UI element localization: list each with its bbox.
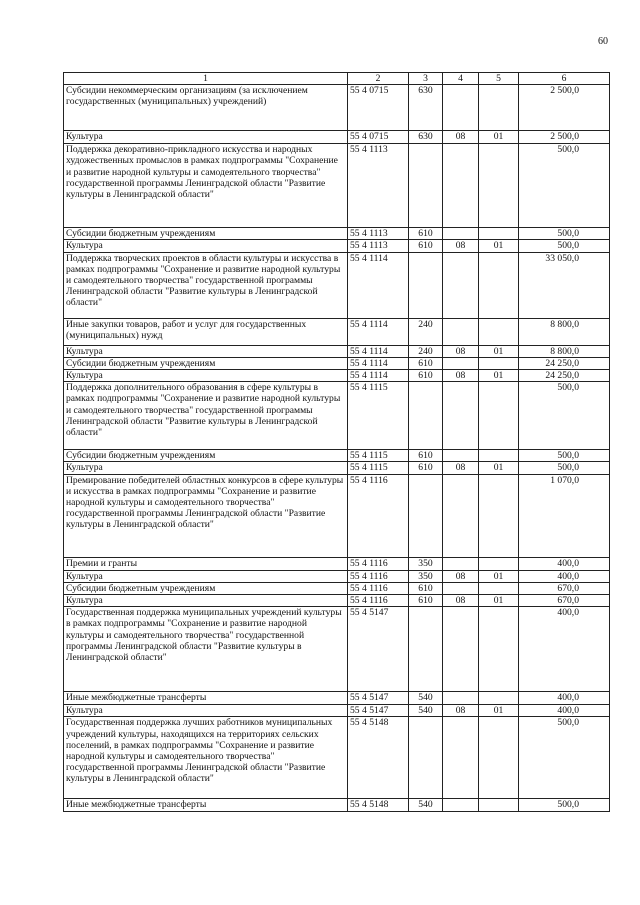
table-row: [64, 144, 610, 228]
name-cell: Субсидии некоммерческим организациям (за исключением государственных (муниципальных) учреждений): [64, 85, 348, 131]
name-cell: Культура: [64, 370, 348, 382]
table-row: [64, 582, 610, 594]
rz-cell: 08: [443, 345, 479, 357]
rz-cell: [443, 607, 479, 692]
vr-cell: 610: [409, 462, 443, 474]
pr-cell: [479, 85, 519, 131]
sum-cell: 400,0: [519, 692, 610, 705]
name-cell: Культура: [64, 240, 348, 252]
rz-cell: [443, 692, 479, 705]
rz-cell: [443, 144, 479, 228]
pr-cell: [479, 557, 519, 570]
code-cell: 55 4 1116: [348, 474, 409, 557]
sum-cell: 2 500,0: [519, 131, 610, 144]
rz-cell: [443, 717, 479, 799]
table-row: [64, 345, 610, 357]
name-cell: Государственная поддержка лучших работников муниципальных учреждений культуры, находящихся на территориях сельских поселений, в рамках подпрограммы "Сохранение и развитие народной культуры и самодеятельного творчества" государственной программы Ленинградской области "Развитие культуры в Ленинградской области": [64, 717, 348, 799]
pr-cell: 01: [479, 345, 519, 357]
sum-cell: 670,0: [519, 595, 610, 607]
vr-cell: 630: [409, 131, 443, 144]
vr-cell: 610: [409, 240, 443, 252]
name-cell: Государственная поддержка муниципальных учреждений культуры в рамках подпрограммы "Сохранение и развитие народной культуры и самодеятельного творчества" государственной программы Ленинградской области "Развитие культуры в Ленинградской области": [64, 607, 348, 692]
vr-cell: [409, 382, 443, 450]
name-cell: Культура: [64, 570, 348, 582]
vr-cell: 610: [409, 228, 443, 240]
column-header-2: 2: [348, 73, 409, 85]
rz-cell: [443, 357, 479, 369]
code-cell: 55 4 5148: [348, 717, 409, 799]
pr-cell: 01: [479, 370, 519, 382]
name-cell: Премии и гранты: [64, 557, 348, 570]
pr-cell: 01: [479, 240, 519, 252]
name-cell: Культура: [64, 131, 348, 144]
rz-cell: 08: [443, 595, 479, 607]
pr-cell: [479, 607, 519, 692]
table-header-row: [64, 73, 610, 85]
vr-cell: 610: [409, 595, 443, 607]
code-cell: 55 4 1116: [348, 557, 409, 570]
rz-cell: [443, 557, 479, 570]
name-cell: Иные межбюджетные трансферты: [64, 799, 348, 812]
code-cell: 55 4 0715: [348, 85, 409, 131]
vr-cell: 610: [409, 450, 443, 462]
sum-cell: 400,0: [519, 570, 610, 582]
vr-cell: 540: [409, 799, 443, 812]
table-row: [64, 799, 610, 812]
pr-cell: 01: [479, 595, 519, 607]
vr-cell: [409, 474, 443, 557]
sum-cell: 500,0: [519, 799, 610, 812]
budget-table: [63, 72, 610, 812]
table-row: [64, 357, 610, 369]
vr-cell: [409, 252, 443, 318]
sum-cell: 24 250,0: [519, 357, 610, 369]
sum-cell: 500,0: [519, 228, 610, 240]
pr-cell: 01: [479, 462, 519, 474]
sum-cell: 24 250,0: [519, 370, 610, 382]
sum-cell: 400,0: [519, 607, 610, 692]
table-row: [64, 370, 610, 382]
page-number: 60: [598, 36, 608, 47]
name-cell: Поддержка творческих проектов в области культуры и искусства в рамках подпрограммы "Сохранение и развитие народной культуры и самодеятельного творчества" государственной программы Ленинградской области "Развитие культуры в Ленинградской области": [64, 252, 348, 318]
table-row: [64, 607, 610, 692]
rz-cell: 08: [443, 240, 479, 252]
vr-cell: 610: [409, 370, 443, 382]
table-row: [64, 240, 610, 252]
pr-cell: [479, 318, 519, 345]
vr-cell: 240: [409, 318, 443, 345]
rz-cell: [443, 318, 479, 345]
rz-cell: [443, 582, 479, 594]
code-cell: 55 4 1114: [348, 252, 409, 318]
code-cell: 55 4 1113: [348, 240, 409, 252]
name-cell: Субсидии бюджетным учреждениям: [64, 582, 348, 594]
rz-cell: 08: [443, 462, 479, 474]
vr-cell: 540: [409, 692, 443, 705]
rz-cell: [443, 85, 479, 131]
pr-cell: 01: [479, 570, 519, 582]
pr-cell: [479, 692, 519, 705]
code-cell: 55 4 0715: [348, 131, 409, 144]
pr-cell: [479, 582, 519, 594]
vr-cell: 610: [409, 357, 443, 369]
name-cell: Культура: [64, 705, 348, 717]
code-cell: 55 4 1114: [348, 357, 409, 369]
name-cell: Поддержка дополнительного образования в сфере культуры в рамках подпрограммы "Сохранение и развитие народной культуры и самодеятельного творчества" государственной программы Ленинградской области "Развитие культуры в Ленинградской области": [64, 382, 348, 450]
sum-cell: 500,0: [519, 717, 610, 799]
code-cell: 55 4 5147: [348, 705, 409, 717]
sum-cell: 500,0: [519, 450, 610, 462]
pr-cell: [479, 252, 519, 318]
table-row: [64, 595, 610, 607]
sum-cell: 400,0: [519, 705, 610, 717]
sum-cell: 33 050,0: [519, 252, 610, 318]
pr-cell: [479, 357, 519, 369]
name-cell: Премирование победителей областных конкурсов в сфере культуры и искусства в рамках подпрограммы "Сохранение и развитие народной культуры и самодеятельного творчества" государственной программы Ленинградской области "Развитие культуры в Ленинградской области": [64, 474, 348, 557]
code-cell: 55 4 1113: [348, 228, 409, 240]
pr-cell: [479, 228, 519, 240]
rz-cell: [443, 252, 479, 318]
code-cell: 55 4 1114: [348, 318, 409, 345]
column-header-3: 3: [409, 73, 443, 85]
code-cell: 55 4 1116: [348, 595, 409, 607]
name-cell: Культура: [64, 345, 348, 357]
vr-cell: 240: [409, 345, 443, 357]
pr-cell: [479, 450, 519, 462]
sum-cell: 500,0: [519, 240, 610, 252]
rz-cell: [443, 228, 479, 240]
pr-cell: 01: [479, 705, 519, 717]
vr-cell: 540: [409, 705, 443, 717]
name-cell: Субсидии бюджетным учреждениям: [64, 450, 348, 462]
code-cell: 55 4 1113: [348, 144, 409, 228]
table-row: [64, 570, 610, 582]
table-row: [64, 717, 610, 799]
table-row: [64, 450, 610, 462]
vr-cell: 630: [409, 85, 443, 131]
sum-cell: 2 500,0: [519, 85, 610, 131]
table-row: [64, 692, 610, 705]
name-cell: Иные закупки товаров, работ и услуг для государственных (муниципальных) нужд: [64, 318, 348, 345]
vr-cell: [409, 717, 443, 799]
table-row: [64, 705, 610, 717]
column-header-5: 5: [479, 73, 519, 85]
sum-cell: 400,0: [519, 557, 610, 570]
table-row: [64, 85, 610, 131]
column-header-4: 4: [443, 73, 479, 85]
code-cell: 55 4 1116: [348, 582, 409, 594]
name-cell: Культура: [64, 595, 348, 607]
pr-cell: [479, 382, 519, 450]
pr-cell: [479, 144, 519, 228]
sum-cell: 500,0: [519, 144, 610, 228]
sum-cell: 8 800,0: [519, 345, 610, 357]
table-row: [64, 382, 610, 450]
rz-cell: 08: [443, 570, 479, 582]
vr-cell: 350: [409, 557, 443, 570]
sum-cell: 500,0: [519, 462, 610, 474]
code-cell: 55 4 5147: [348, 607, 409, 692]
code-cell: 55 4 1114: [348, 370, 409, 382]
table-row: [64, 462, 610, 474]
table-row: [64, 228, 610, 240]
table-row: [64, 557, 610, 570]
rz-cell: 08: [443, 370, 479, 382]
sum-cell: 1 070,0: [519, 474, 610, 557]
rz-cell: [443, 799, 479, 812]
table-row: [64, 318, 610, 345]
name-cell: Субсидии бюджетным учреждениям: [64, 357, 348, 369]
pr-cell: [479, 717, 519, 799]
code-cell: 55 4 1115: [348, 450, 409, 462]
code-cell: 55 4 5147: [348, 692, 409, 705]
rz-cell: [443, 450, 479, 462]
rz-cell: [443, 382, 479, 450]
vr-cell: 610: [409, 582, 443, 594]
pr-cell: 01: [479, 131, 519, 144]
vr-cell: [409, 144, 443, 228]
column-header-1: 1: [64, 73, 348, 85]
rz-cell: [443, 474, 479, 557]
rz-cell: 08: [443, 131, 479, 144]
code-cell: 55 4 1116: [348, 570, 409, 582]
name-cell: Поддержка декоративно-прикладного искусства и народных художественных промыслов в рамках подпрограммы "Сохранение и развитие народной культуры и самодеятельного творчества" государственной программы Ленинградской области "Развитие культуры в Ленинградской области": [64, 144, 348, 228]
column-header-6: 6: [519, 73, 610, 85]
vr-cell: [409, 607, 443, 692]
code-cell: 55 4 1115: [348, 382, 409, 450]
name-cell: Культура: [64, 462, 348, 474]
table-row: [64, 252, 610, 318]
pr-cell: [479, 799, 519, 812]
code-cell: 55 4 1115: [348, 462, 409, 474]
vr-cell: 350: [409, 570, 443, 582]
name-cell: Иные межбюджетные трансферты: [64, 692, 348, 705]
sum-cell: 670,0: [519, 582, 610, 594]
sum-cell: 500,0: [519, 382, 610, 450]
pr-cell: [479, 474, 519, 557]
name-cell: Субсидии бюджетным учреждениям: [64, 228, 348, 240]
sum-cell: 8 800,0: [519, 318, 610, 345]
code-cell: 55 4 5148: [348, 799, 409, 812]
rz-cell: 08: [443, 705, 479, 717]
table-row: [64, 131, 610, 144]
code-cell: 55 4 1114: [348, 345, 409, 357]
table-row: [64, 474, 610, 557]
